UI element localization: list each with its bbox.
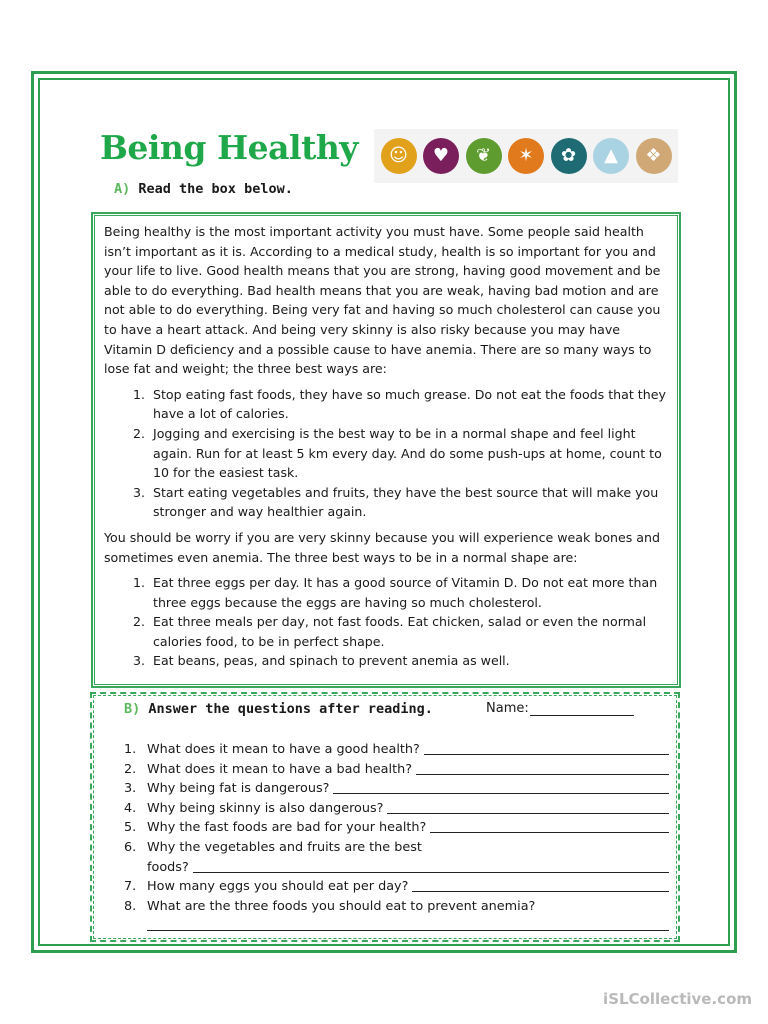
name-label: Name: bbox=[486, 701, 529, 716]
answer-line[interactable] bbox=[416, 760, 669, 775]
section-a-instruction: Read the box below. bbox=[138, 181, 293, 197]
question-number: 2. bbox=[124, 761, 137, 777]
answer-line[interactable] bbox=[147, 916, 669, 931]
footprints-icon: ❖ bbox=[636, 138, 672, 174]
health-icon-strip bbox=[374, 129, 678, 183]
heart-icon: ♥ bbox=[423, 138, 459, 174]
question-number: 7. bbox=[124, 879, 137, 895]
question-number: 6. bbox=[124, 839, 137, 855]
question-item bbox=[124, 760, 669, 780]
list-item: 3. Start eating vegetables and fruits, they have the best source that will make you stronger and way healthier again. bbox=[149, 483, 670, 522]
question-text: Why the fast foods are bad for your health? bbox=[147, 820, 427, 836]
reading-paragraph-1: Being healthy is the most important activity you must have. Some people said health isn’t important as it is. According to a medical study, health is so important for you and your life to live. Good health means that you are strong, having good movement and be able to do everything. Bad health means that you are weak, having bad motion and are not able to do everything. Being very fat and having so much cholesterol can cause you to have a heart attack. And being very skinny is also risky because you may have Vitamin D deficiency and a possible cause to have anemia. There are so many ways to lose fat and weight; the three best ways are: bbox=[104, 224, 661, 377]
answer-line[interactable] bbox=[193, 858, 669, 873]
question-text: What are the three foods you should eat to prevent anemia? bbox=[147, 898, 536, 914]
section-b-letter: B) bbox=[124, 701, 141, 717]
section-b-instruction: Answer the questions after reading. bbox=[148, 701, 433, 717]
question-item bbox=[124, 877, 669, 897]
question-number: 8. bbox=[124, 898, 137, 914]
footer-watermark: iSLCollective.com bbox=[603, 990, 752, 1008]
brain-icon: ☺ bbox=[381, 138, 417, 174]
answer-line[interactable] bbox=[333, 779, 669, 794]
exercise-icon: ✶ bbox=[508, 138, 544, 174]
question-text: Why the vegetables and fruits are the best bbox=[147, 839, 422, 855]
list-item: 3. Eat beans, peas, and spinach to prevent anemia as well. bbox=[149, 651, 670, 671]
name-answer-line[interactable] bbox=[530, 715, 634, 716]
question-text: What does it mean to have a good health? bbox=[147, 742, 420, 757]
question-text: How many eggs you should eat per day? bbox=[147, 879, 409, 895]
leaf-icon: ❦ bbox=[466, 138, 502, 174]
weight-loss-list bbox=[104, 385, 670, 522]
question-text-continued: foods? bbox=[147, 859, 189, 875]
list-item: 2. Jogging and exercising is the best way to be in a normal shape and feel light again. Run for at least 5 km every day. And do some push-ups at home, count to 10 for the easiest task. bbox=[149, 424, 670, 483]
question-item bbox=[124, 779, 669, 799]
lotus-icon: ✿ bbox=[551, 138, 587, 174]
question-continuation bbox=[124, 916, 669, 931]
question-item bbox=[124, 897, 669, 917]
mountain-icon: ▲ bbox=[593, 138, 629, 174]
question-item bbox=[124, 818, 669, 838]
question-text: What does it mean to have a bad health? bbox=[147, 761, 412, 777]
question-number: 1. bbox=[124, 742, 137, 757]
question-item bbox=[124, 740, 669, 760]
question-text: Why being skinny is also dangerous? bbox=[147, 800, 384, 816]
question-item bbox=[124, 838, 669, 858]
section-b-heading bbox=[124, 701, 433, 717]
list-item: 1. Eat three eggs per day. It has a good source of Vitamin D. Do not eat more than three eggs because the eggs are having so much cholesterol. bbox=[149, 573, 670, 612]
answer-line[interactable] bbox=[387, 799, 669, 814]
answer-line[interactable] bbox=[424, 740, 669, 755]
section-a-heading bbox=[114, 181, 293, 197]
normal-shape-list bbox=[104, 573, 670, 671]
answer-line[interactable] bbox=[430, 818, 669, 833]
list-item: 2. Eat three meals per day, not fast foods. Eat chicken, salad or even the normal calories food, to be in perfect shape. bbox=[149, 612, 670, 651]
page-title: Being Healthy bbox=[100, 128, 358, 167]
reading-paragraph-2: You should be worry if you are very skinny because you will experience weak bones and sometimes even anemia. The three best ways to be in a normal shape are: bbox=[104, 529, 661, 565]
question-number: 5. bbox=[124, 820, 137, 836]
question-number: 4. bbox=[124, 800, 137, 816]
question-continuation bbox=[124, 858, 669, 878]
section-a-letter: A) bbox=[114, 181, 131, 197]
question-item bbox=[124, 799, 669, 819]
question-number: 3. bbox=[124, 781, 137, 797]
list-item: 1. Stop eating fast foods, they have so much grease. Do not eat the foods that they have a lot of calories. bbox=[149, 385, 670, 424]
question-text: Why being fat is dangerous? bbox=[147, 781, 330, 797]
answer-line[interactable] bbox=[412, 877, 669, 892]
reading-text bbox=[104, 222, 670, 677]
questions-list bbox=[124, 740, 669, 931]
